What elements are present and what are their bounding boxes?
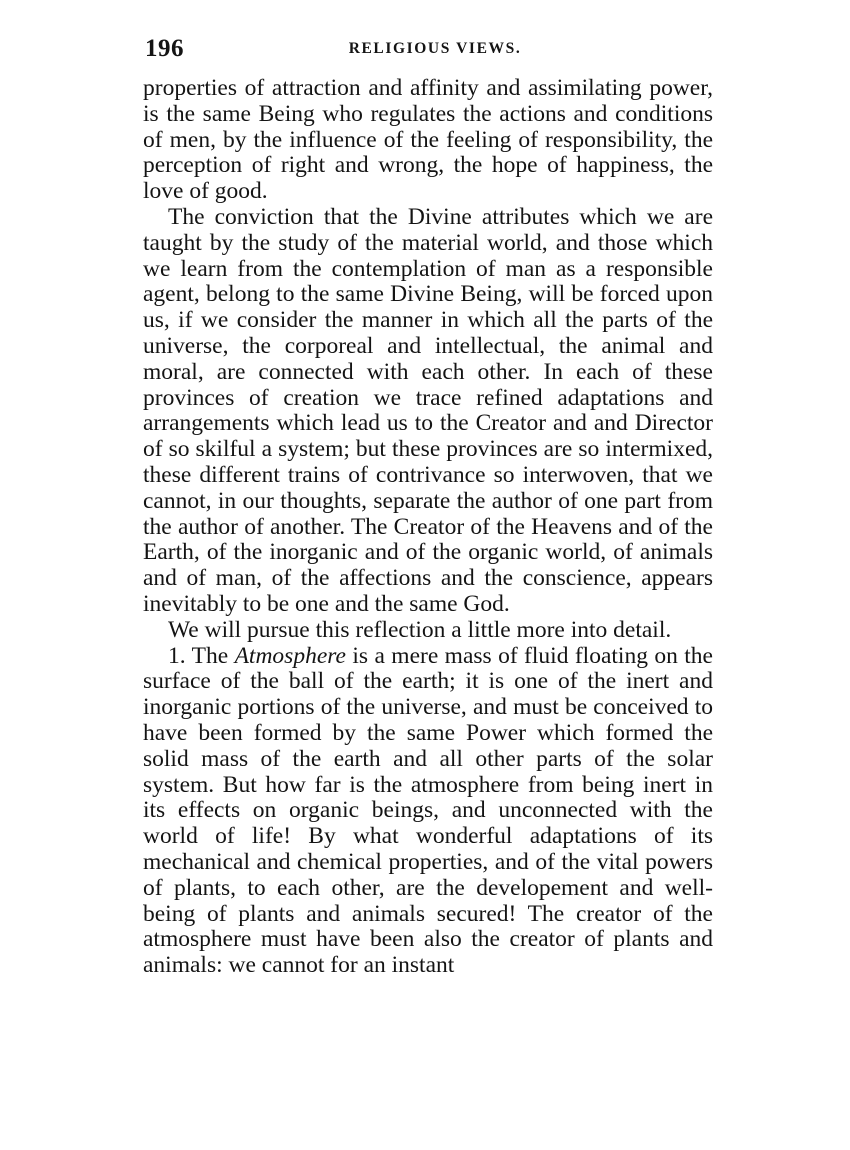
paragraph-pursue: We will pursue this reflection a little more into detail. xyxy=(168,616,672,643)
section-number-lead: 1. The xyxy=(168,642,235,669)
running-title: RELIGIOUS VIEWS. xyxy=(348,40,522,57)
paragraph-atmosphere-text: is a mere mass of fluid floating on the surface of the ball of the earth; it is one of the inert and inorganic portions of the universe, and must be conceived to have been formed by the same Power which formed the solid mass of the earth and all other parts of the solar system. But how far is the atmosphere from being inert in its effects on organic beings, and unconnected with the world of life! By what wonderful adaptations of its mechanical and chemical properties, and of the vital powers of plants, to each other, are the developement and well-being of plants and animals secured! The creator of the atmosphere must have been also the creator of plants and animals: we cannot for an instant xyxy=(143,642,713,979)
paragraph-conviction: The conviction that the Divine attributes which we are taught by the study of the material world, and those which we learn from the contemplation of man as a responsible agent, belong to the same Divine Being, will be forced upon us, if we consider the manner in which all the parts of the universe, the corporeal and intellectual, the animal and moral, are connected with each other. In each of these provinces of creation we trace refined adaptations and arrangements which lead us to the Creator and and Director of so skilful a system; but these provinces are so intermixed, these different trains of contrivance so interwoven, that we cannot, in our thoughts, separate the author of one part from the author of another. The Creator of the Heavens and of the Earth, of the inorganic and of the organic world, of animals and of man, of the affections and the conscience, appears inevitably to be one and the same God. xyxy=(143,203,713,617)
emphasis-atmosphere: Atmosphere xyxy=(234,642,346,669)
paragraph-atmosphere xyxy=(143,644,713,979)
running-head xyxy=(145,32,715,66)
page-number: 196 xyxy=(145,35,184,62)
body-text xyxy=(143,76,713,979)
paragraph-continuation: properties of attraction and affinity and assimilating power, is the same Being who regulates the actions and conditions of men, by the influence of the feeling of responsibility, the perception of right and wrong, the hope of happiness, the love of good. xyxy=(143,75,713,205)
